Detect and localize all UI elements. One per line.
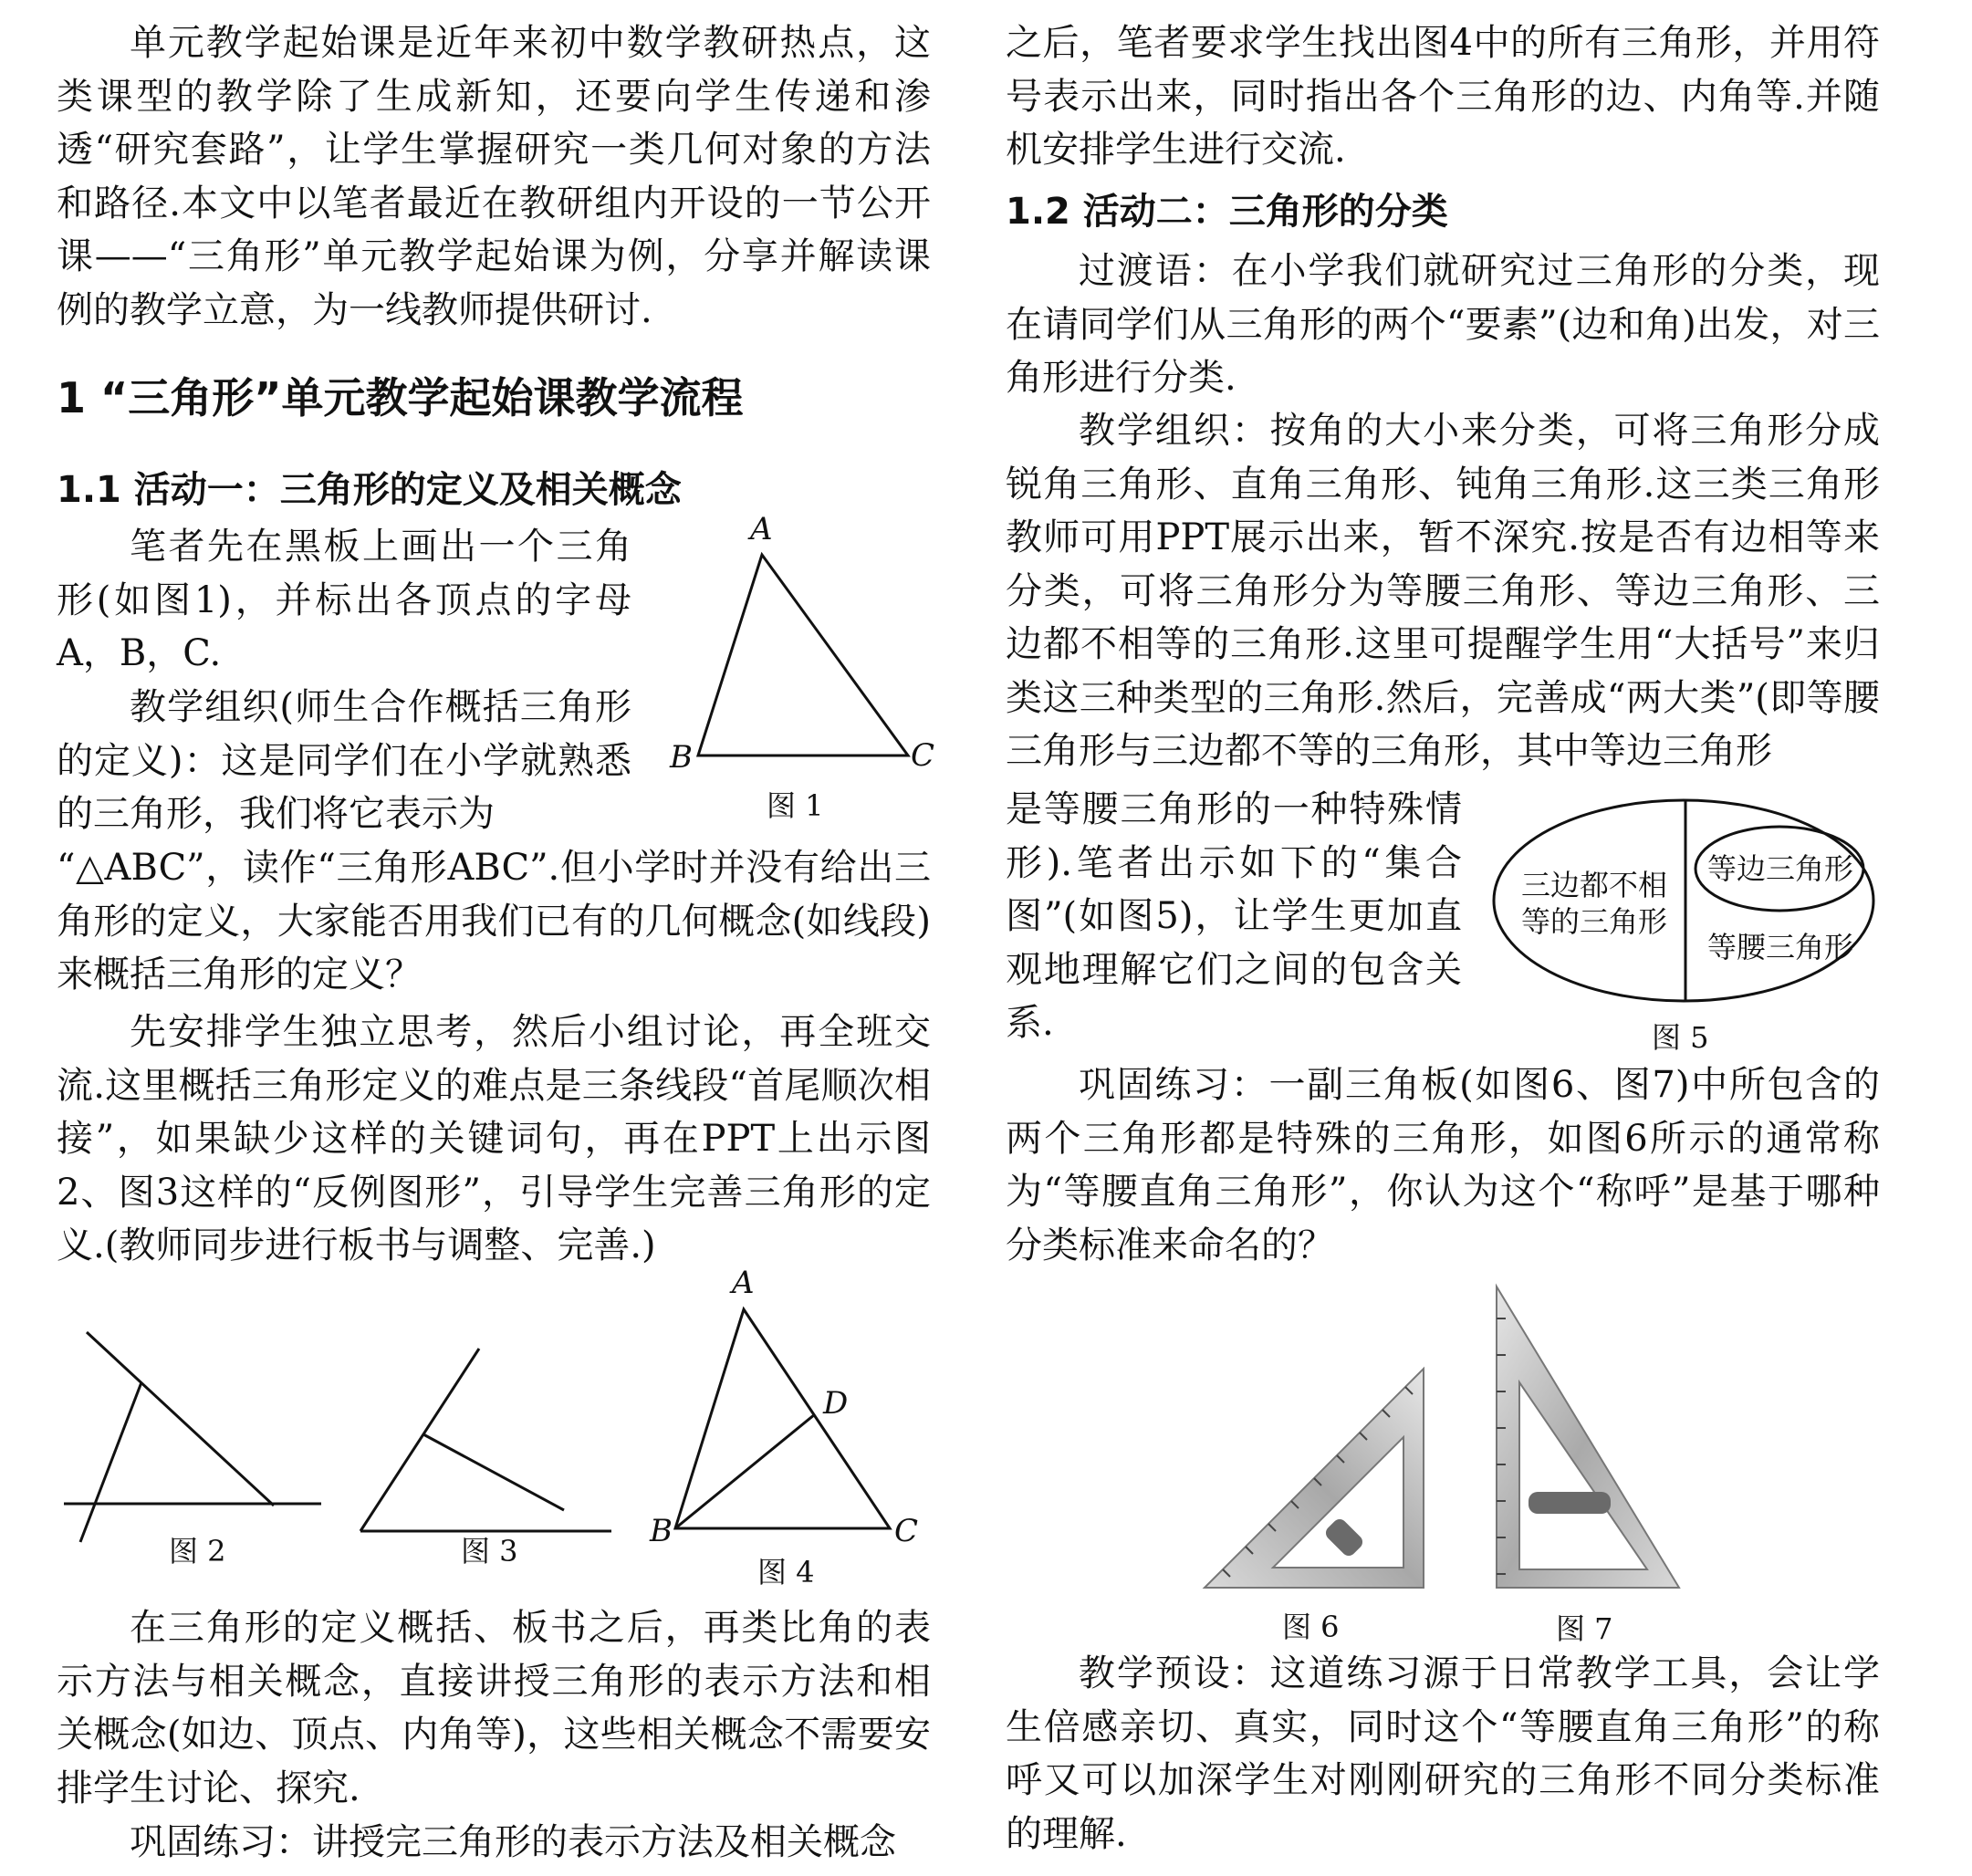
figure-4-caption: 图 4 <box>757 1555 815 1589</box>
paragraph-practice-2: 巩固练习：一副三角板(如图6、图7)中所包含的两个三角形都是特殊的三角形，如图6所示的通常称为“等腰直角三角形”，你认为这个“称呼”是基于哪种分类标准来命名的？ <box>1006 1064 1880 1266</box>
figure-2-caption: 图 2 <box>169 1534 226 1569</box>
vertex-label-b: B <box>650 1513 673 1549</box>
paragraph-teaching-org-1: 教学组织(师生合作概括三角形的定义)：这是同学们在小学就熟悉的三角形，我们将它表示为 <box>57 686 631 835</box>
paragraph-classification: 教学组织：按角的大小来分类，可将三角形分成锐角三角形、直角三角形、钝角三角形.这三类三角形教师可用PPT展示出来，暂不深究.按是否有边相等来分类，可将三角形分为等腰三角形、等边三角形、三边都不相等的三角形.这里可提醒学生用“大括号”来归类这三种类型的三角形.然后，完善成“两大类”(即等腰三角形与三边都不等的三角形，其中等边三角形 <box>1006 410 1880 772</box>
section-1-title: 1 “三角形”单元教学起始课教学流程 <box>57 373 744 422</box>
intro-paragraph: 单元教学起始课是近年来初中数学教研热点，这类课型的教学除了生成新知，还要向学生传递和渗透“研究套路”，让学生掌握研究一类几何对象的方法和路径.本文中以笔者最近在教研组内开设的一节公开课——“三角形”单元教学起始课为例，分享并解读课例的教学立意，为一线教师提供研讨. <box>57 22 931 331</box>
paragraph-discussion: 先安排学生独立思考，然后小组讨论，再全班交流.这里概括三角形定义的难点是三条线段“首尾顺次相接”，如果缺少这样的关键词句，再在PPT上出示图2、图3这样的“反例图形”，引导学生完善三角形的定义.(教师同步进行板书与调整、完善.) <box>57 1011 931 1266</box>
vertex-label-c: C <box>911 737 935 774</box>
paragraph-find-triangles: 之后，笔者要求学生找出图4中的所有三角形，并用符号表示出来，同时指出各个三角形的边、内角等.并随机安排学生进行交流. <box>1006 22 1880 171</box>
paragraph-draw-triangle: 笔者先在黑板上画出一个三角形(如图1)，并标出各顶点的字母A，B，C. <box>57 526 631 674</box>
paragraph-set-diagram: 是等腰三角形的一种特殊情形).笔者出示如下的“集合图”(如图5)，让学生更加直观地理解它们之间的包含关系. <box>1006 788 1462 1044</box>
set-square-30-60-drawing <box>1487 1282 1688 1597</box>
paragraph-practice-1: 巩固练习：讲授完三角形的表示方法及相关概念 <box>130 1821 896 1863</box>
figure-6-caption: 图 6 <box>1282 1610 1340 1644</box>
figure-1-caption: 图 1 <box>767 788 824 823</box>
region-scalene-label: 三边都不相等的三角形 <box>1520 868 1667 939</box>
figure-7-set-square <box>1487 1282 1688 1646</box>
subsection-1-2-title: 1.2 活动二：三角形的分类 <box>1006 191 1448 233</box>
figure-2-counterexample <box>55 1323 329 1569</box>
vertex-label-a: A <box>732 1265 755 1301</box>
region-equilateral-label: 等边三角形 <box>1706 851 1853 886</box>
figure-2-drawing <box>55 1323 329 1524</box>
figure-7-caption: 图 7 <box>1556 1611 1613 1646</box>
figure-5-set-diagram <box>1487 794 1880 1054</box>
paragraph-triangle-notation: “△ABC”，读作“三角形ABC”.但小学时并没有给出三角形的定义，大家能否用我们已有的几何概念(如线段)来概括三角形的定义？ <box>57 847 931 995</box>
set-square-45-drawing <box>1195 1360 1433 1597</box>
figure-6-set-square <box>1195 1360 1433 1642</box>
vertex-label-d: D <box>823 1385 849 1422</box>
paragraph-concepts: 在三角形的定义概括、板书之后，再类比角的表示方法与相关概念，直接讲授三角形的表示方法和相关概念(如边、顶点、内角等)，这些相关概念不需要安排学生讨论、探究. <box>57 1607 931 1809</box>
vertex-label-c: C <box>894 1513 919 1549</box>
figure-4-drawing <box>639 1277 940 1542</box>
figure-3-drawing <box>356 1341 621 1533</box>
vertex-label-b: B <box>670 739 693 776</box>
figure-5-caption: 图 5 <box>1652 1020 1709 1055</box>
figure-1-triangle <box>639 511 940 821</box>
figure-3-counterexample <box>356 1341 621 1569</box>
region-isosceles-label: 等腰三角形 <box>1706 930 1853 964</box>
subsection-1-1-title: 1.1 活动一：三角形的定义及相关概念 <box>57 469 682 511</box>
figure-3-caption: 图 3 <box>461 1534 518 1569</box>
vertex-label-a: A <box>750 511 773 547</box>
paragraph-teaching-preset: 教学预设：这道练习源于日常教学工具，会让学生倍感亲切、真实，同时这个“等腰直角三角形”的称呼又可以加深学生对刚刚研究的三角形不同分类标准的理解. <box>1006 1652 1880 1855</box>
figure-4-triangle-with-cevian <box>639 1265 940 1589</box>
paragraph-transition: 过渡语：在小学我们就研究过三角形的分类，现在请同学们从三角形的两个“要素”(边和角)出发，对三角形进行分类. <box>1006 250 1880 399</box>
